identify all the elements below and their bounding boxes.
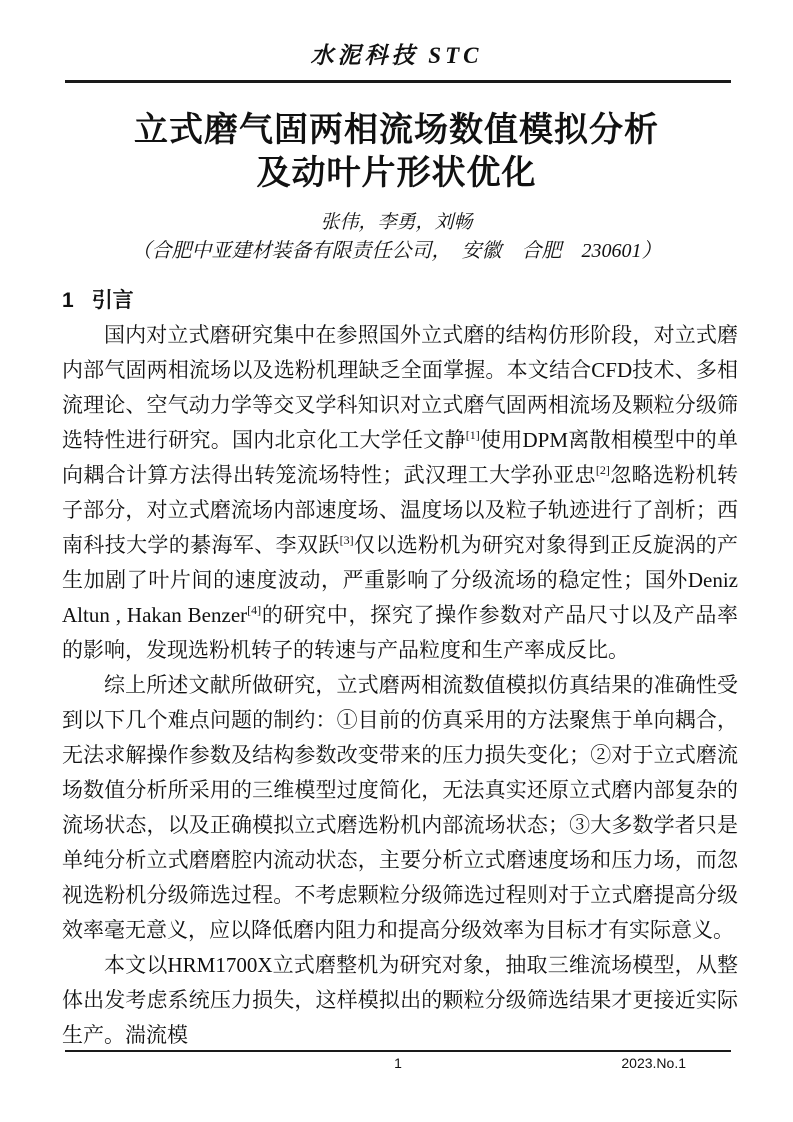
citation-ref: [2] (595, 463, 610, 477)
section-title: 引言 (91, 289, 134, 312)
body-paragraph: 本文以HRM1700X立式磨整机为研究对象，抽取三维流场模型，从整体出发考虑系统压力损失，这样模拟出的颗粒分级筛选结果才更接近实际生产。湍流模 (62, 953, 738, 1047)
footer-rule (65, 1050, 731, 1052)
affiliation-line: （合肥中亚建材装备有限责任公司， 安徽 合肥 230601） (131, 240, 662, 262)
article-title (60, 109, 733, 195)
body-paragraph: 综上所述文献所做研究，立式磨两相流数值模拟仿真结果的准确性受到以下几个难点问题的制约：①目前的仿真采用的方法聚焦于单向耦合，无法求解操作参数及结构参数改变带来的压力损失变化；②对于立式磨流场数值分析所采用的三维模型过度简化，无法真实还原立式磨内部复杂的流场状态，以及正确模拟立式磨选粉机内部流场状态；③大多数学者只是单纯分析立式磨磨腔内流动状态，主要分析立式磨速度场和压力场，而忽视选粉机分级筛选过程。不考虑颗粒分级筛选过程则对于立式磨提高分级效率毫无意义，应以降低磨内阻力和提高分级效率为目标才有实际意义。 (62, 673, 738, 942)
authors-line: 张伟，李勇，刘畅 (320, 212, 473, 233)
page-number: 1 (394, 1055, 402, 1071)
citation-ref: [4] (247, 603, 262, 617)
article-title-line2: 及动叶片形状优化 (256, 154, 537, 192)
section-number: 1 (62, 289, 74, 312)
header-rule (65, 80, 731, 83)
body-paragraphs (62, 318, 738, 1053)
issue-label: 2023.No.1 (621, 1055, 686, 1071)
page-footer (65, 1050, 731, 1074)
journal-running-head: 水泥科技 STC (310, 43, 483, 68)
citation-ref: [3] (339, 533, 354, 547)
body-paragraph: 国内对立式磨研究集中在参照国外立式磨的结构仿形阶段，对立式磨内部气固两相流场以及选粉机理缺乏全面掌握。本文结合CFD技术、多相流理论、空气动力学等交叉学科知识对立式磨气固两相流场及颗粒分级筛选特性进行研究。国内北京化工大学任文静[1]使用DPM离散相模型中的单向耦合计算方法得出转笼流场特性；武汉理工大学孙亚忠[2]忽略选粉机转子部分，对立式磨流场内部速度场、温度场以及粒子轨迹进行了剖析；西南科技大学的綦海军、李双跃[3]仅以选粉机为研究对象得到正反旋涡的产生加剧了叶片间的速度波动，严重影响了分级流场的稳定性；国外Deniz Altun , Hakan Benzer[4]的研究中，探究了操作参数对产品尺寸以及产品率的影响，发现选粉机转子的转速与产品粒度和生产率成反比。 (62, 323, 739, 662)
section-heading (62, 288, 738, 314)
citation-ref: [1] (465, 428, 480, 442)
footer-row (65, 1054, 731, 1074)
article-title-line1: 立式磨气固两相流场数值模拟分析 (134, 111, 659, 149)
